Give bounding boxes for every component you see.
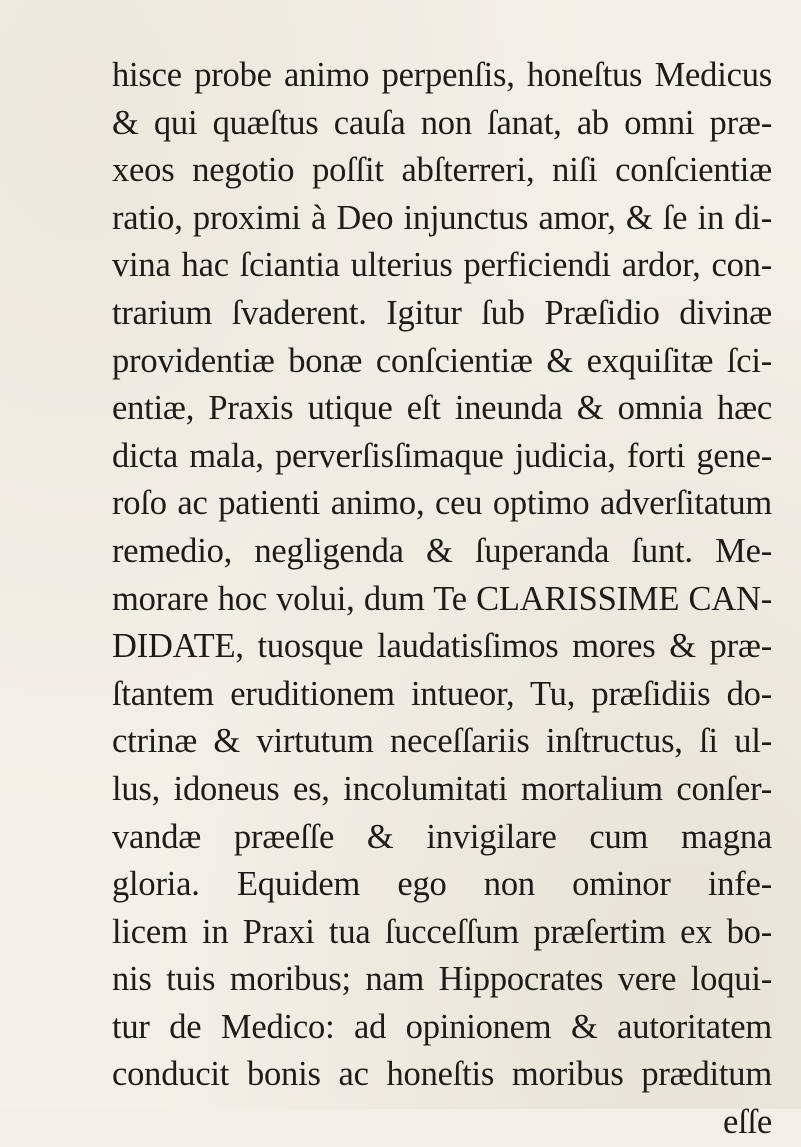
- text-line: remedio, negligenda & ſuperanda ſunt. Me-: [112, 531, 772, 570]
- text-line: providentiæ bonæ conſcientiæ & exquiſitæ ſci-: [112, 341, 772, 380]
- text-line: ratio, proximi à Deo injunctus amor, & ſe in di-: [112, 198, 772, 237]
- text-line: trarium ſvaderent. Igitur ſub Præſidio divinæ: [112, 293, 772, 332]
- text-line: vina hac ſciantia ulterius perficiendi ardor, con-: [112, 246, 772, 285]
- text-line: roſo ac patienti animo, ceu optimo adverſitatum: [112, 484, 772, 523]
- text-line: conducit bonis ac honeſtis moribus præditum: [112, 1055, 772, 1094]
- text-line: xeos negotio poſſit abſterreri, niſi conſcientiæ: [112, 151, 772, 190]
- text-line: & qui quæſtus cauſa non ſanat, ab omni præ-: [112, 103, 772, 142]
- text-line: hisce probe animo perpenſis, honeſtus Medicus: [112, 56, 772, 94]
- text-line: tur de Medico: ad opinionem & autoritatem: [112, 1007, 772, 1046]
- text-line: dicta mala, perverſisſimaque judicia, forti gene-: [112, 436, 772, 475]
- text-line: nis tuis moribus; nam Hippocrates vere loqui-: [112, 960, 772, 999]
- text-line: vandæ præeſſe & invigilare cum magna: [112, 817, 772, 856]
- text-line: lus, idoneus es, incolumitati mortalium conſer-: [112, 769, 772, 808]
- text-line: gloria. Equidem ego non ominor infe-: [112, 865, 772, 904]
- text-line: DIDATE, tuosque laudatisſimos mores & præ-: [112, 627, 772, 666]
- text-line: morare hoc volui, dum Te CLARISSIME CAN-: [112, 579, 772, 618]
- text-line: ſtantem eruditionem intueor, Tu, præſidiis do-: [112, 674, 772, 713]
- text-line: licem in Praxi tua ſucceſſum præſertim ex bo-: [112, 912, 772, 951]
- latin-text-block: [112, 52, 772, 1147]
- text-line: ctrinæ & virtutum neceſſariis inſtructus, ſi ul-: [112, 722, 772, 761]
- text-line: entiæ, Praxis utique eſt ineunda & omnia hæc: [112, 389, 772, 428]
- text-line-last: eſſe: [723, 1103, 772, 1142]
